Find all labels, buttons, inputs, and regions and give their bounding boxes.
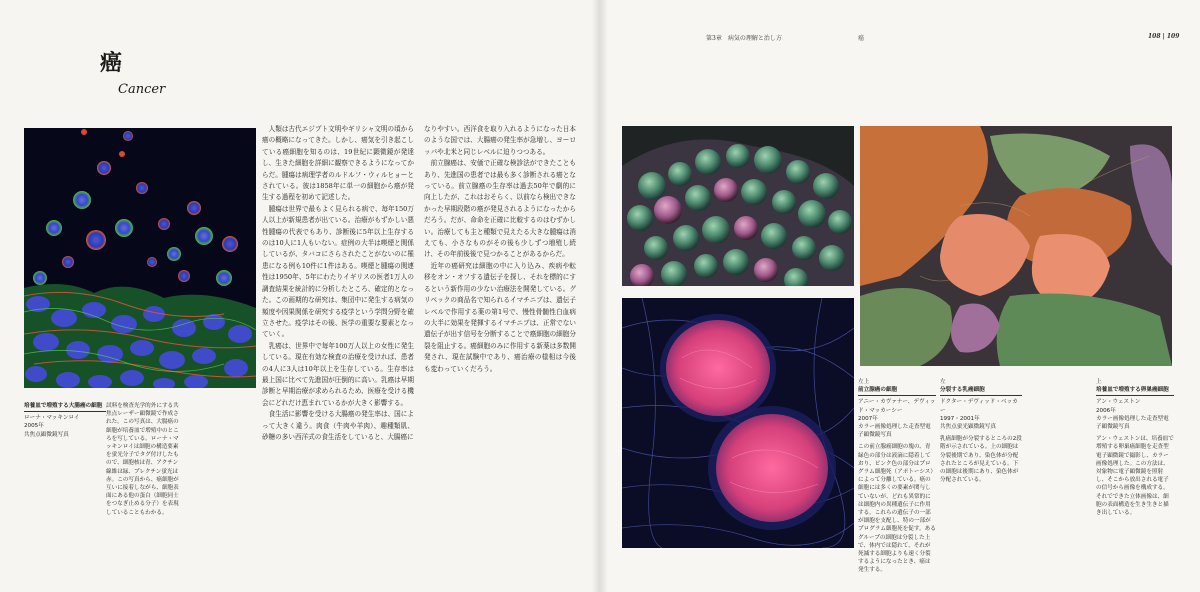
caption-author: ドクター・デヴィッド・ベッカー (940, 399, 1018, 414)
running-header-topic: 癌 (858, 35, 865, 42)
colon-cancer-caption-text (106, 402, 182, 517)
colon-cancer-caption (24, 402, 106, 443)
ovarian-cancer-micrograph (860, 126, 1172, 366)
caption-author: アン・ウェストン (1096, 399, 1141, 406)
breast-cancer-micrograph (622, 298, 854, 548)
paragraph: 食生活に影響を受ける大腸癌の発生率は、国によって大きく違う。肉食（牛肉や羊肉）、趣種類肌、砂糖の多い西洋式の食生活をしていると、大腸癌に (262, 410, 414, 441)
caption-body: この前立腺癌細胞の塊の、青緑色の部分は液滴に隠着しており、ピンク色の部分はプログラム細胞死（アポトーシス）によって分離している。癌の細胞には多くの要素が関与していないが、どれも異常的には細胞内の異種遺伝子に作用する。これらの遺伝子の一部が細胞を支配し、特の一部がプログラム細胞死を促す。あるグループの細胞は分裂した上で、体内では隠れて、それが死滅する細胞よりも速く分裂するようになったとき、癌は発生する。 (858, 444, 936, 574)
prostate-caption (858, 378, 936, 575)
caption-position: 左上 (858, 379, 870, 385)
caption-body: アン・ウェストンは、培養皿で増殖する卵巣癌細胞を走査型電子顕微鏡で撮影し、カラー画像処理した。この方法は、対象物に電子顕微鏡を照射し、そこから放出される電子の信号から画像を構成する。それでできた立体画像は、細胞の表面構造を生き生きと描き出している。 (1096, 436, 1174, 517)
paragraph: 乳癌は、世界中で毎年100万人以上の女性に発生している。現在有効な検査の治療を受ければ、患者の4人に3人は10年以上を生存している。生存率は最上国に比べて先進国が圧倒的に高い。乳癌は早期診断と早期治療が求められるため、医療を受ける機会にどれだけ恵まれているかが大きく影響する。 (262, 341, 414, 407)
caption-heading: 前立腺癌の細胞 (858, 386, 936, 396)
caption-heading: 培養皿で増殖する卵巣癌細胞 (1096, 386, 1174, 396)
right-page (600, 0, 1200, 592)
caption-heading: 培養皿で増殖する大腸癌の細胞 (24, 402, 106, 412)
caption-method: 共焦点蛍光顕微鏡写真 (940, 424, 996, 431)
paragraph: 前立腺癌は、安価で正確な検診法ができたこともあり、先進国の患者では最も多く診断される癌となっている。前立腺癌の生存率は過去50年で劇的に向上したが、これはおそらく、以前なら検出できなかった早期段階の癌が発見されるようになったからだろう。だが、命命を正確に比較するのはむずかしい。治療しても主と種類で見えたる大きな腫瘍は消えても、小さなものがその後も少しずつ増殖し続け、その年前後後で見つかることがあるからだ。 (424, 159, 576, 259)
caption-position: 左 (940, 379, 946, 385)
page-numbers: 108 | 109 (1148, 33, 1180, 40)
caption-year: 2007年 (858, 415, 878, 422)
caption-position: 上 (1096, 379, 1102, 385)
caption-heading: 分裂する乳癌細胞 (940, 386, 1022, 396)
caption-method: カラー画像処理した走査型電子顕微鏡写真 (858, 424, 931, 439)
caption-year: 1997・2001年 (940, 415, 980, 422)
book-gutter (592, 0, 608, 592)
chapter-title: 癌 (100, 50, 125, 76)
caption-body: 試料を検査光学的外にする共焦点レーザー顕微鏡で作成された。この写真は、大腸癌の細胞が培養皿で増殖中のところを写している。ローナ・マッキンロイは細胞の構造要素を蛍光分子でタグ付けしたもので、細胞核は青、アクチン線維は緑、プレクチン蛍光は赤。この写真から、癌細胞が互いに接着しながら、細胞表面にある他の蛋白（細胞同士をつなぎ止める分子）を表現していることもわかる。 (106, 403, 179, 516)
breast-caption (940, 378, 1022, 484)
caption-year: 2005年 (24, 423, 44, 430)
paragraph: 人類は古代エジプト文明やギリシャ文明の頃から癌の概略になってきた。しかし、癌気を引き起こしている癌細胞を知るのは、19世紀に顕微鏡が発達し、生きた細胞を詳細に観察できるようになってからだ。腫瘍は病理学者のルドルフ・ウィルヒョーとされている。彼は1858年に単一の細胞から癌が発生する過程を初めて記述した。 (262, 125, 414, 202)
caption-body: 乳癌細胞が分裂するところの2段階が示されている。上の細胞は分裂後期であり、染色体が分配されたところが見えている。下の細胞は後期にあり、染色体が分配されている。 (940, 436, 1022, 484)
running-header-chapter: 第3章 病気の理解と治し方 (706, 35, 782, 42)
chapter-subtitle: Cancer (118, 82, 166, 97)
caption-year: 2006年 (1096, 407, 1116, 414)
ovarian-caption (1096, 378, 1174, 517)
prostate-cancer-micrograph (622, 126, 854, 286)
caption-method: 共焦点顕微鏡写真 (24, 431, 69, 438)
body-column-1 (262, 124, 414, 443)
paragraph: 腫瘍は世界で最もよく見られる病で、毎年150万人以上が新規患者が出ている。治療がもずかしい悪性腫瘍の代表でもあり、診断後に5年以上生存するのは10人に1人もいない。症例の大半は喫煙と関係しているが、タバコにさらされたことがないのに罹患になる例も10件に1件はある。喫煙と腫瘍の関連性は1950年、5年にわたりイギリスの医者1万人の調査結果を統計的に分析したところ、確定的となった。この画期的な研究は、集団中に発生する病気の頻度や因果関係を研究する疫学という学問分野を確立させた。疫学はその後、医学の重要な要素となっていく。 (262, 204, 414, 339)
paragraph: なりやすい。西洋食を取り入れるようになった日本のような国では、大腸癌の発生率が急増し、ヨーロッパや北米と同じレベルに迫りつつある。 (424, 125, 576, 156)
body-column-2 (424, 124, 576, 375)
caption-author: ローナ・マッキンロイ (24, 415, 80, 422)
colon-cancer-micrograph (24, 128, 256, 388)
caption-author: アニー・カヴァナー、デヴィッド・マッカーシー (858, 399, 936, 414)
caption-method: カラー画像処理した走査型電子顕微鏡写真 (1096, 415, 1169, 431)
paragraph: 近年の癌研究は細胞の中に入り込み、疾病や転移をオン・オフする遺伝子を探し、それを標的にするという新作用の少ない治療法を開発している。グリベックの商品名で知られるイマチニブは、遺伝子レベルで作用する薬の第1号で、慢性骨髄性白血病の大半に効果を発揮するイマチニブは、正常でない遺伝子が出す信号を分断することで癌細胞の細胞分裂を阻止する。癌細胞のみに作用する新薬は多数開発され、現在試験中であり、癌治療の様相は今後も変わっていくだろう。 (424, 261, 576, 373)
